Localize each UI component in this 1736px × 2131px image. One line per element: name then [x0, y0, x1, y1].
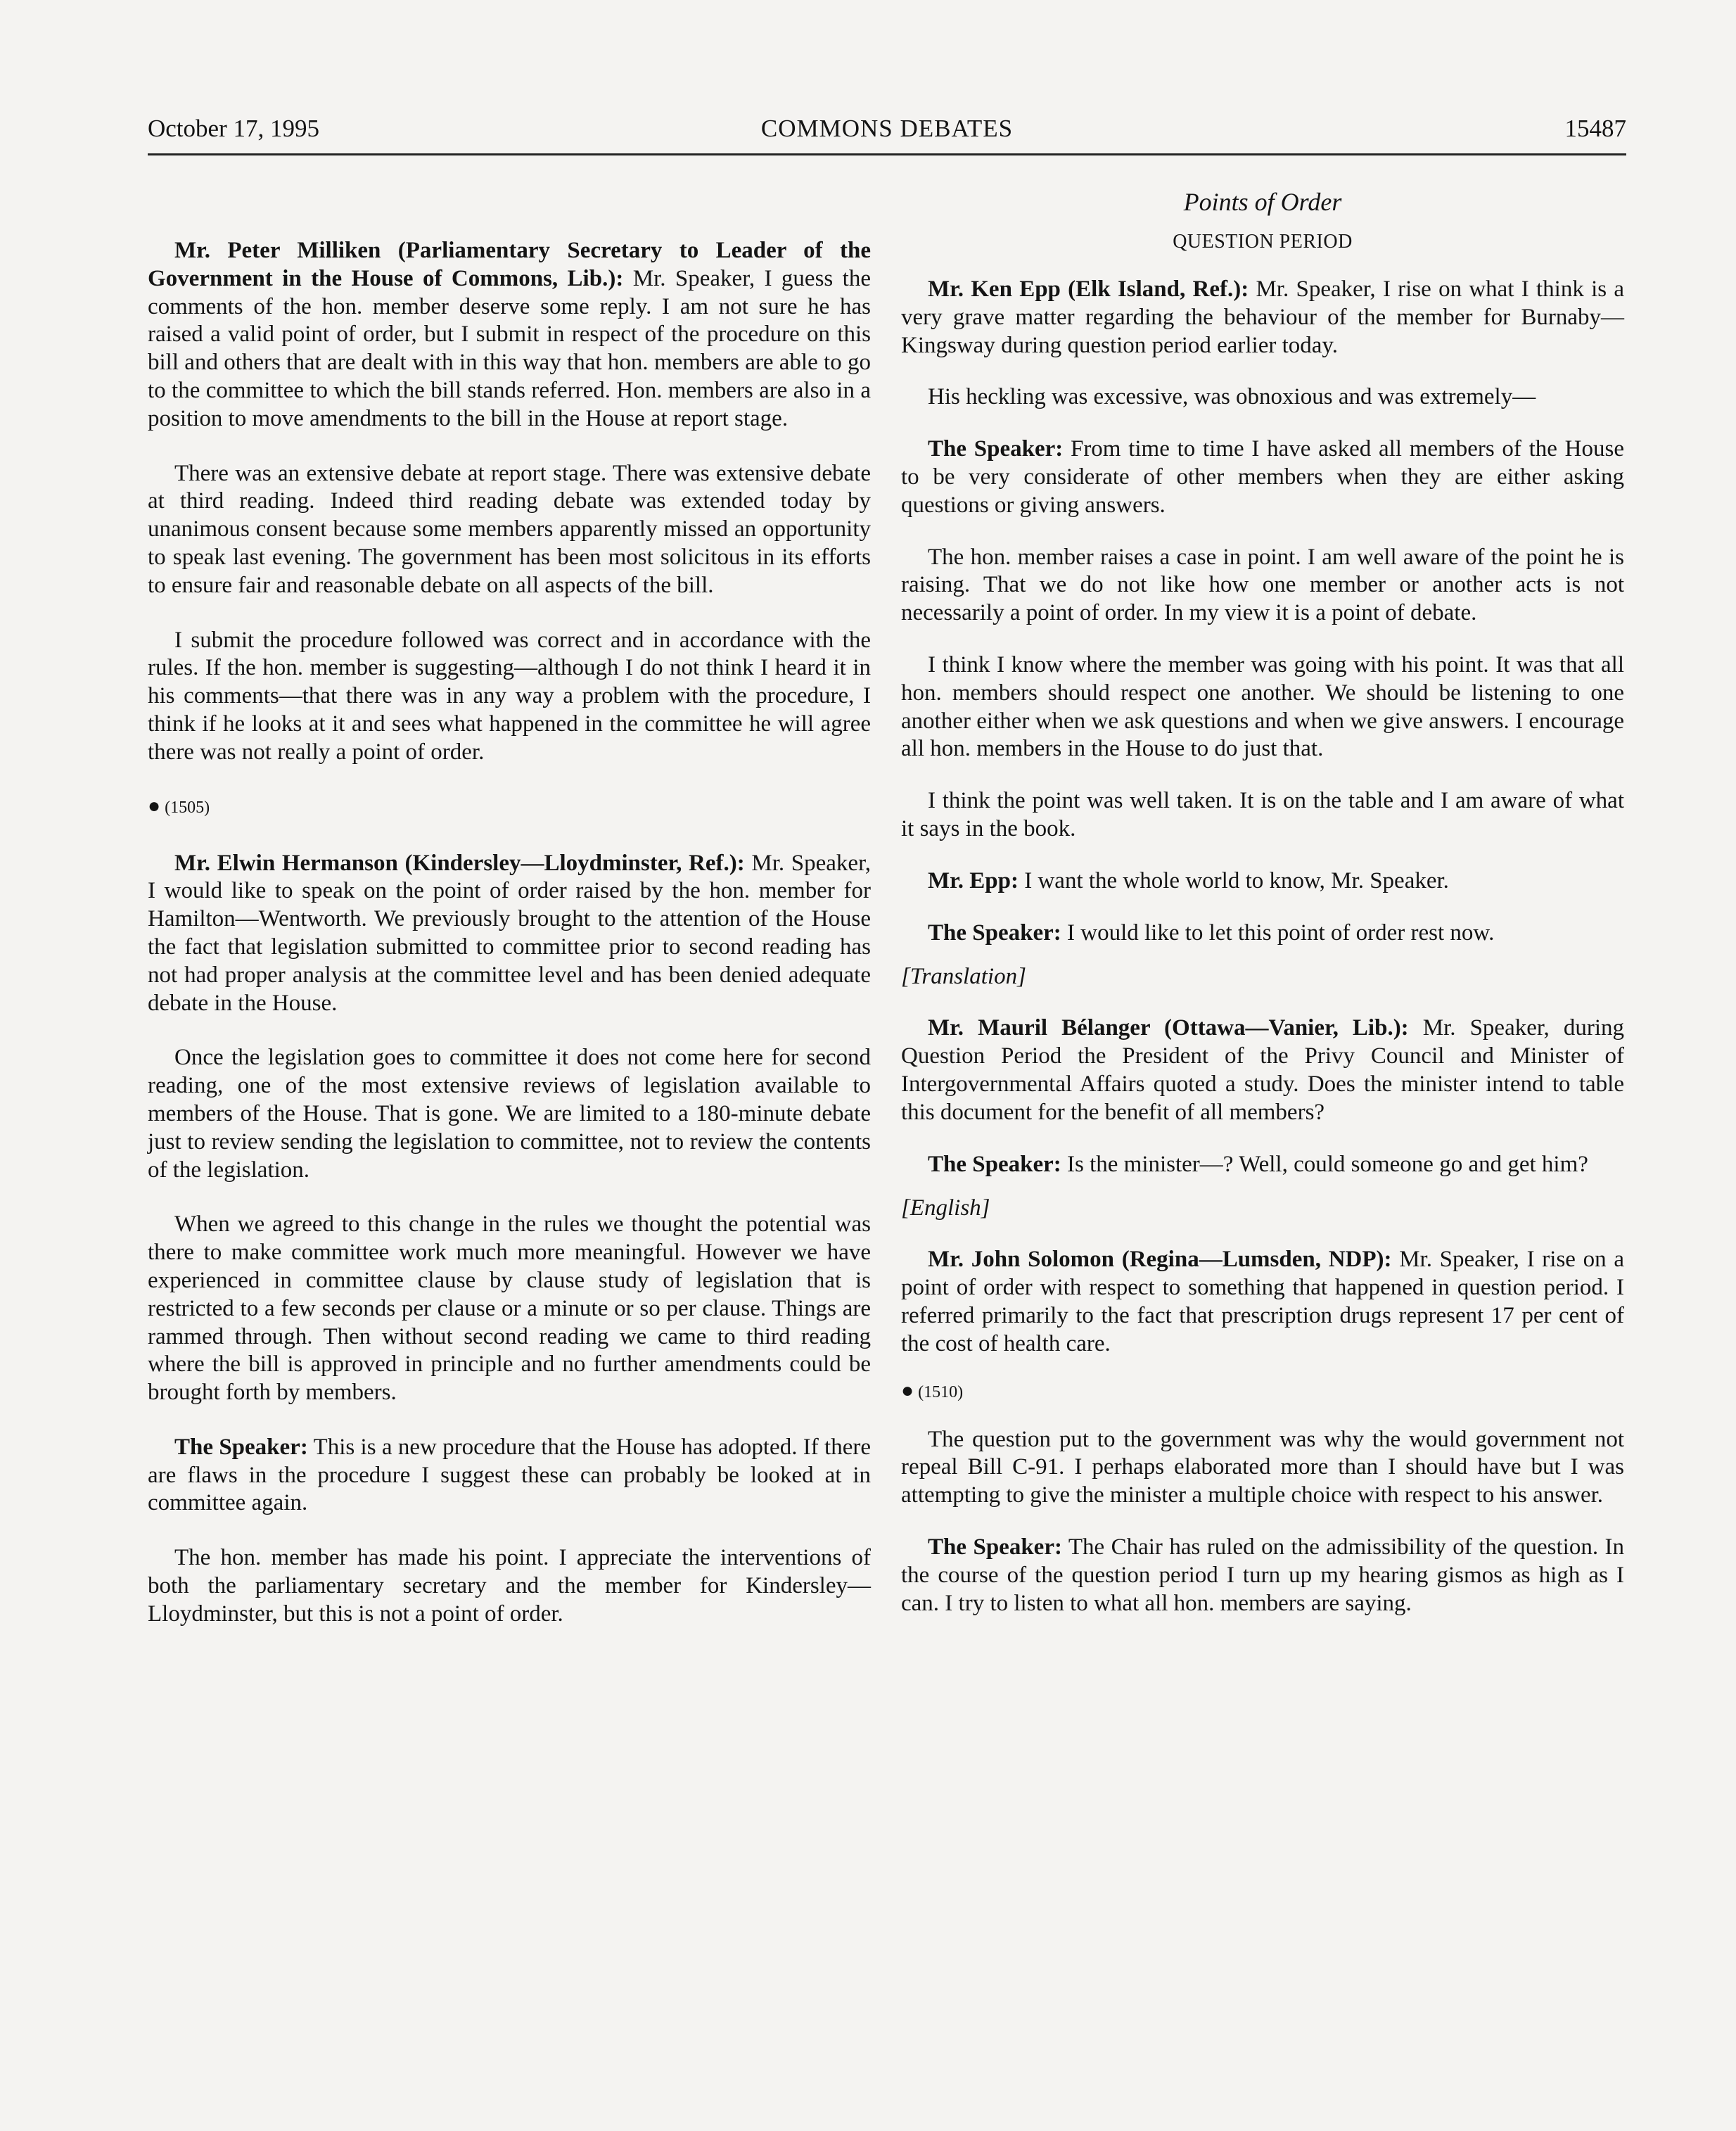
paragraph: Once the legislation goes to committee it does not come here for second reading, one of the most extensive reviews of legislation available to members of the House. That is gone. We are limited to a 180-minute debate just to review sending the legislation to committee, not to review the contents of the legislation. [148, 1045, 871, 1183]
time-marker [901, 1378, 1624, 1405]
speaker-name: The Speaker: [928, 1151, 1061, 1177]
paragraph-epp-reply [901, 867, 1624, 896]
paragraph-speaker [901, 435, 1624, 519]
speaker-name: Mr. John Solomon (Regina—Lumsden, NDP): [928, 1247, 1392, 1273]
section-title: Points of Order [1183, 188, 1342, 216]
language-tag: [Translation] [901, 964, 1026, 990]
header-page-number: 15487 [1564, 115, 1626, 142]
paragraph: There was an extensive debate at report stage. There was extensive debate at third reading. Indeed third reading debate was extended today by unanimous consent because some members apparently missed an opportunity to speak last evening. The government has been most solicitous in its efforts to ensure fair and reasonable debate on all aspects of the bill. [148, 460, 871, 598]
speaker-name: Mr. Mauril Bélanger (Ottawa—Vanier, Lib.): [928, 1015, 1409, 1041]
time-marker-text: (1505) [165, 798, 210, 817]
speech-text: The Chair has ruled on the admissibility of the question. In the course of the question period I turn up my hearing gismos as high as I can. I try to listen to what all hon. members are saying. [901, 1534, 1625, 1616]
paragraph-speaker [901, 920, 1624, 948]
paragraph: The hon. member raises a case in point. I am well aware of the point he is raising. That we do not like how one member or another acts is not necessarily a point of order. In my view it is a point of debate. [901, 544, 1624, 626]
paragraph: I submit the procedure followed was correct and in accordance with the rules. If the hon. member is suggesting—although I do not think I heard it in his comments—that there was in any way a problem with the procedure, I think if he looks at it and sees what happened in the committee he will agree there was not really a point of order. [148, 627, 871, 765]
speaker-name: Mr. Ken Epp (Elk Island, Ref.): [928, 276, 1249, 302]
speaker-name: Mr. Elwin Hermanson (Kindersley—Lloydminster, Ref.): [174, 850, 745, 876]
paragraph-hermanson [148, 850, 871, 1018]
speech-text: Mr. Speaker, I guess the comments of the hon. member deserve some reply. I am not sure he has raised a valid point of order, but I submit in respect of the procedure on this bill and others that are dealt with in this way that hon. members are able to go to the committee to which the bill stands referred. Hon. members are also in a position to move amendments to the bill in the House at report stage. [148, 265, 871, 431]
header-date: October 17, 1995 [148, 115, 319, 142]
speech-text: I want the whole world to know, Mr. Speaker. [1018, 867, 1449, 893]
speaker-name: The Speaker: [928, 920, 1061, 946]
bullet-icon: ● [901, 1378, 914, 1402]
time-marker [148, 794, 871, 820]
paragraph-solomon [901, 1246, 1624, 1358]
left-column [148, 184, 871, 1629]
speaker-name: Mr. Epp: [928, 867, 1019, 893]
section-subtitle: QUESTION PERIOD [1173, 231, 1353, 253]
speech-text: Mr. Speaker, I rise on what I think is a very grave matter regarding the behaviour of the member for Burnaby—Kingsway during question period earlier today. [901, 276, 1624, 358]
paragraph-belanger [901, 1014, 1624, 1126]
paragraph-speaker [901, 1151, 1624, 1179]
paragraph: His heckling was excessive, was obnoxious and was extremely— [928, 384, 1536, 410]
speaker-name: The Speaker: [174, 1434, 308, 1460]
speech-text: Mr. Speaker, I rise on a point of order with respect to something that happened in question period. I referred primarily to the fact that prescription drugs represent 17 per cent of the cost of health care. [901, 1247, 1624, 1356]
paragraph: When we agreed to this change in the rules we thought the potential was there to make committee work much more meaningful. However we have experienced in committee clause by clause study of legislation that is restricted to a few seconds per clause or a minute or so per clause. Things are rammed through. Then without second reading we came to third reading where the bill is approved in principle and no further amendments could be brought forth by members. [148, 1211, 871, 1406]
language-tag: [English] [901, 1195, 990, 1221]
header-title: COMMONS DEBATES [760, 115, 1014, 142]
speech-text: Mr. Speaker, during Question Period the President of the Privy Council and Minister of Intergovernmental Affairs quoted a study. Does the minister intend to table this document for the benefit of all members? [901, 1015, 1624, 1125]
right-column [901, 184, 1624, 1617]
paragraph: The hon. member has made his point. I appreciate the interventions of both the parliamentary secretary and the member for Kindersley—Lloydminster, but this is not a point of order. [148, 1545, 871, 1627]
speaker-name: The Speaker: [928, 436, 1064, 462]
paragraph: I think the point was well taken. It is on the table and I am aware of what it says in the book. [901, 788, 1624, 841]
paragraph-milliken [148, 237, 871, 433]
speech-text: This is a new procedure that the House has adopted. If there are flaws in the procedure I suggest these can probably be looked at in committee again. [148, 1434, 872, 1516]
paragraph-speaker [901, 1534, 1624, 1617]
bullet-icon: ● [148, 794, 161, 818]
time-marker-text: (1510) [918, 1382, 964, 1401]
speech-text: Mr. Speaker, I would like to speak on the point of order raised by the hon. member for Hamilton—Wentworth. We previously brought to the attention of the House the fact that legislation submitted to committee prior to second reading has not had proper analysis at the committee level and has been denied adequate debate in the House. [148, 850, 871, 1016]
speaker-name: Mr. Peter Milliken (Parliamentary Secretary to Leader of the Government in the House of Commons, Lib.): [148, 238, 871, 291]
speaker-name: The Speaker: [928, 1534, 1062, 1560]
speech-text: Is the minister—? Well, could someone go and get him? [1061, 1151, 1588, 1177]
speech-text: I would like to let this point of order rest now. [1061, 920, 1495, 946]
paragraph: I think I know where the member was going with his point. It was that all hon. members should respect one another. We should be listening to one another either when we ask questions and when we give answers. I encourage all hon. members in the House to do just that. [901, 651, 1624, 762]
speech-text: From time to time I have asked all members of the House to be very considerate of other members when they are either asking questions or giving answers. [901, 436, 1624, 518]
paragraph-epp [901, 276, 1624, 360]
paragraph-speaker [148, 1434, 871, 1518]
page-header [148, 111, 1626, 155]
paragraph: The question put to the government was why the would government not repeal Bill C-91. I perhaps elaborated more than I should have but I was attempting to give the minister a multiple choice with respect to his answer. [901, 1426, 1624, 1508]
